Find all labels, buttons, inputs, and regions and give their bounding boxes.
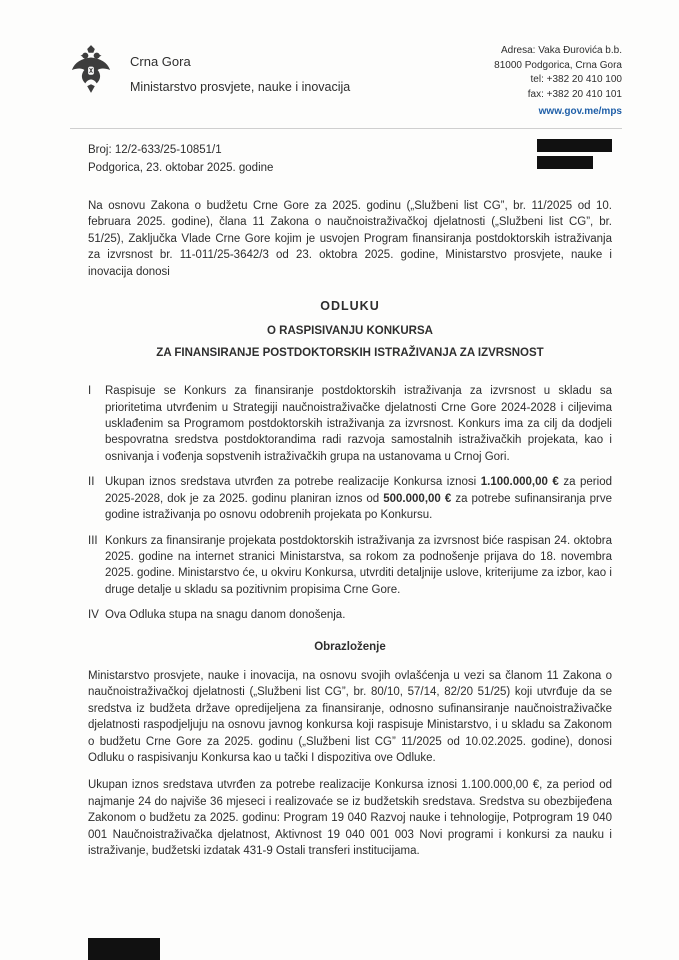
- phone-line: tel: +382 20 410 100: [530, 74, 622, 85]
- website-link[interactable]: www.gov.me/mps: [538, 106, 622, 117]
- fax-line: fax: +382 20 410 101: [527, 88, 622, 100]
- title-line-2: O RASPISIVANJU KONKURSA: [267, 325, 433, 338]
- item-text-segment: za potrebe sufinansiranja prve godine istraživanja po osnovu odobrenih projekata po Konkursu.: [105, 492, 612, 522]
- preamble-paragraph: Na osnovu Zakona o budžetu Crne Gore za 2025. godinu („Službeni list CG”, br. 11/2025 od 10. februara 2025. godine), člana 11 Zakona o naučnoistraživačkoj djelatnosti („Službeni list CG”, br. 51/25), Zaključka Vlade Crne Gore kojim je usvojen Program finansiranja postdoktorskih istraživanja za izvrsnost br. 11-011/25-3642/3 od 23. oktobra 2025. godine, Ministarstvo prosvjete, nauke i inovacija donosi: [88, 200, 612, 278]
- header-divider: [70, 128, 622, 129]
- redaction-bar: [537, 156, 593, 169]
- title-line-3: ZA FINANSIRANJE POSTDOKTORSKIH ISTRAŽIVANJA ZA IZVRSNOST: [156, 346, 544, 359]
- document-body: [88, 198, 612, 870]
- ministry-name: Ministarstvo prosvjete, nauke i inovacija: [130, 80, 351, 94]
- document-title: [88, 298, 612, 361]
- document-meta: [88, 141, 273, 177]
- explanation-paragraph-1: Ministarstvo prosvjete, nauke i inovacija, na osnovu svojih ovlašćenja u vezi sa članom 11 Zakona o naučnoistraživačkoj djelatnosti („Službeni list CG”, br. 80/10, 57/14, 82/20 51/25) koji utvrđuje da se sredstva iz budžeta države opredijeljena za finansiranje, odnosno sufinansiranje naučnoistraživačke djelatnosti raspodjeljuju na osnovu javnog konkursa koji raspisuje Ministarstvo, i u skladu sa Zakonom o budžetu Crne Gore za 2025. godinu („Službeni list CG” 11/2025 od 10.02.2025. godine), donosi Odluku o raspisivanju Konkursa kao u tački I dispozitiva ove Odluke.: [88, 669, 612, 764]
- item-numeral: III: [88, 534, 98, 547]
- item-numeral: II: [88, 476, 95, 489]
- address-line-2: 81000 Podgorica, Crna Gora: [494, 59, 622, 71]
- explanation-heading: Obrazloženje: [314, 640, 386, 653]
- organization-names: [130, 44, 350, 94]
- decision-item-3: [88, 533, 612, 599]
- decision-item-2: [88, 474, 612, 523]
- item-numeral: IV: [88, 609, 99, 622]
- explanation-paragraph-2: Ukupan iznos sredstava utvrđen za potrebe realizacije Konkursa iznosi 1.100.000,00 €, za period od najmanje 24 do najviše 36 mjeseci i realizovaće se iz budžetskih sredstava. Sredstva su obezbijeđena Zakonom o budžetu za 2025. godinu: Program 19 040 Razvoj nauke i tehnologije, Potprogram 19 040 001 Naučnoistraživačka djelatnost, Aktivnost 19 040 001 003 Novi programi i konkursi za nauku i istraživanje, budžetski izdatak 431-9 Ostali transferi institucijama.: [88, 779, 612, 857]
- document-number: Broj: 12/2-633/25-10851/1: [88, 144, 222, 156]
- letterhead-left: [70, 44, 350, 120]
- redaction-block-top: [537, 139, 612, 169]
- item-numeral: I: [88, 385, 92, 398]
- decision-item-4: [88, 607, 612, 623]
- contact-block: [494, 44, 622, 120]
- amount-2025: 500.000,00 €: [383, 492, 452, 505]
- country-name: Crna Gora: [130, 54, 191, 69]
- title-line-1: ODLUKU: [320, 299, 380, 314]
- montenegro-coat-of-arms-icon: [70, 44, 112, 94]
- redaction-bar: [88, 938, 160, 960]
- item-text: Raspisuje se Konkurs za finansiranje postdoktorskih istraživanja za izvrsnost u skladu sa prioritetima utvrđenim u Strategiji naučnoistraživačke djelatnosti Crne Gore 2024-2028 i ciljevima usklađenim sa Programom postdoktorskih istraživanja za izvrsnost. Konkurs ima za cilj da dodjeli bespovratna sredstva postdoktorandima radi razvoja samostalnih istraživačkih projekata, kao i osnivanja i vođenja sopstvenih istraživačkih grupa na ustanovama u Crnoj Gori.: [105, 385, 612, 463]
- decision-item-1: [88, 383, 612, 465]
- item-text: Konkurs za finansiranje projekata postdoktorskih istraživanja za izvrsnost biće raspisan 24. oktobra 2025. godine na internet stranici Ministarstva, sa rokom za podnošenje prijava do 18. novembra 2025. godine. Ministarstvo će, u okviru Konkursa, utvrditi detaljnije uslove, kriterijume za izbor, kao i druge detalje u skladu sa pozitivnim propisima Crne Gore.: [105, 534, 612, 596]
- place-and-date: Podgorica, 23. oktobar 2025. godine: [88, 162, 274, 174]
- amount-total: 1.100.000,00 €: [480, 476, 559, 489]
- letterhead: [70, 44, 622, 120]
- item-text-segment: za period 2025-2028, dok je za 2025. godinu planiran iznos od: [105, 476, 612, 505]
- item-text-segment: Ukupan iznos sredstava utvrđen za potrebe realizacije Konkursa iznosi: [105, 476, 481, 489]
- address-line-1: Adresa: Vaka Đurovića b.b.: [501, 45, 622, 56]
- redaction-bar: [537, 139, 612, 152]
- item-text: Ova Odluka stupa na snagu danom donošenja.: [105, 609, 346, 622]
